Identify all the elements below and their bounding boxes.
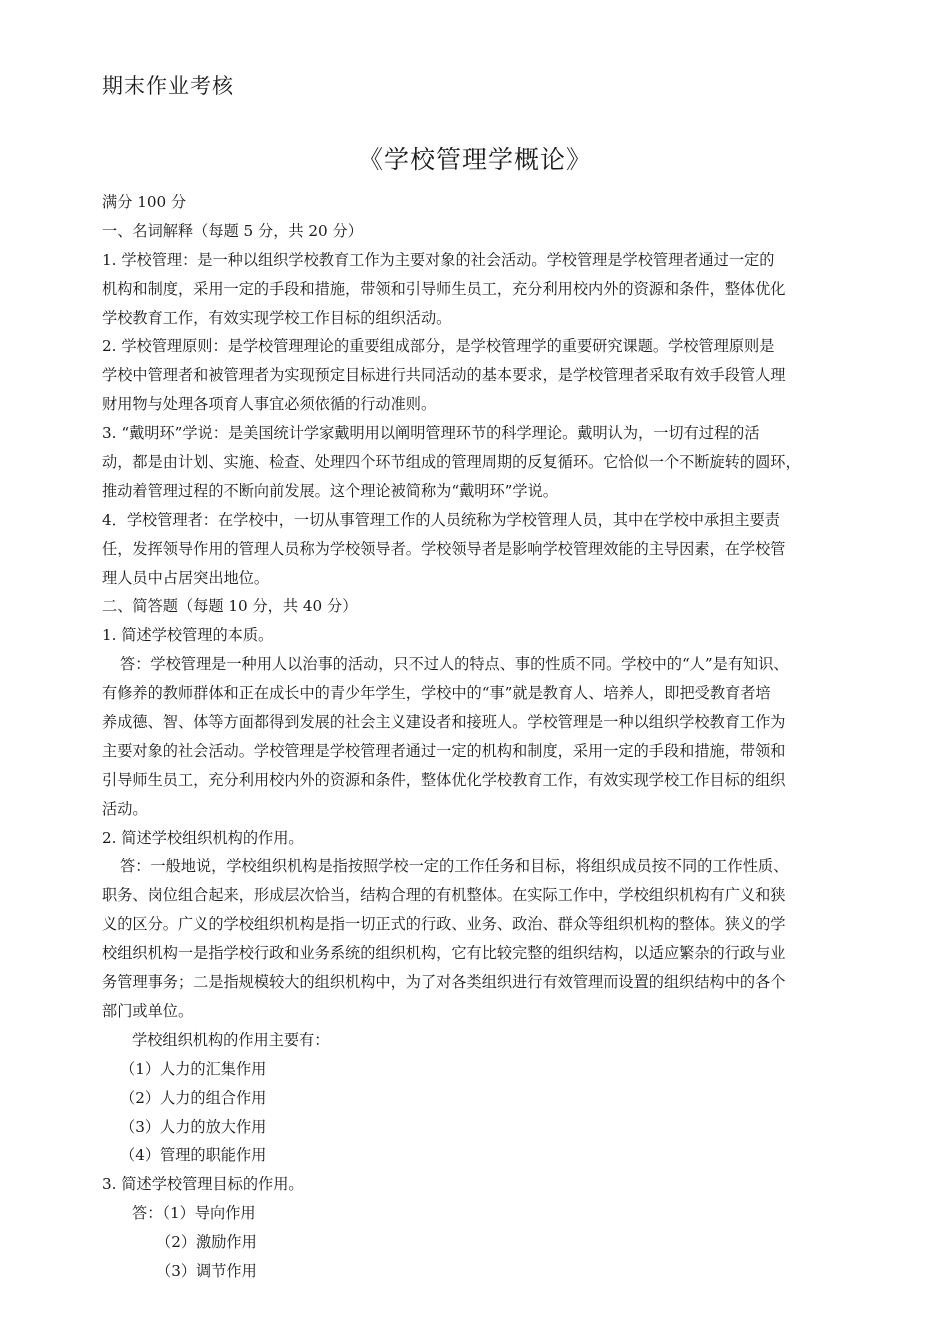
text-line: 答：学校管理是一种用人以治事的活动，只不过人的特点、事的性质不同。学校中的“人”是有知识、 — [120, 655, 789, 674]
text-line: 部门或单位。 — [102, 1001, 194, 1020]
text-line: 2. 学校管理原则：是学校管理理论的重要组成部分，是学校管理学的重要研究课题。学校管理原则是 — [102, 337, 775, 356]
text-line: 主要对象的社会活动。学校管理是学校管理者通过一定的机构和制度，采用一定的手段和措施，带领和 — [102, 741, 786, 760]
text-line: 1. 学校管理：是一种以组织学校教育工作为主要对象的社会活动。学校管理是学校管理者通过一定的 — [102, 250, 775, 269]
list-item: （2）激励作用 — [156, 1233, 257, 1252]
text-line: 答：一般地说，学校组织机构是指按照学校一定的工作任务和目标，将组织成员按不同的工作性质、 — [120, 857, 789, 876]
text-line: 动，都是由计划、实施、检查、处理四个环节组成的管理周期的反复循环。它恰似一个不断旋转的圆环， — [102, 453, 801, 472]
text-line: 机构和制度，采用一定的手段和措施，带领和引导师生员工，充分利用校内外的资源和条件，整体优化 — [102, 279, 786, 298]
text-line: 推动着管理过程的不断向前发展。这个理论被简称为“戴明环”学说。 — [102, 481, 558, 500]
full-score: 满分 100 分 — [102, 193, 187, 211]
question-1: 1. 简述学校管理的本质。 — [102, 626, 274, 645]
text-line: 理人员中占居突出地位。 — [102, 568, 270, 587]
text-line: 引导师生员工，充分利用校内外的资源和条件，整体优化学校教育工作，有效实现学校工作目标的组织 — [102, 770, 786, 789]
text-line: 养成德、智、体等方面都得到发展的社会主义建设者和接班人。学校管理是一种以组织学校教育工作为 — [102, 713, 786, 732]
question-3: 3. 简述学校管理目标的作用。 — [102, 1175, 304, 1194]
list-item: （3）人力的放大作用 — [120, 1117, 267, 1136]
list-item: （3）调节作用 — [156, 1261, 257, 1280]
document-title: 《学校管理学概论》 — [357, 145, 592, 174]
functions-intro: 学校组织机构的作用主要有： — [132, 1030, 330, 1049]
list-item: （2）人力的组合作用 — [120, 1088, 267, 1107]
text-line: 财用物与处理各项育人事宜必须依循的行动准则。 — [102, 395, 437, 414]
term-definition-2 — [102, 332, 850, 419]
text-line: 4．学校管理者：在学校中，一切从事管理工作的人员统称为学校管理人员，其中在学校中承担主要责 — [102, 510, 780, 529]
text-line: 校组织机构一是指学校行政和业务系统的组织机构，它有比较完整的组织结构，以适应繁杂的行政与业 — [102, 944, 786, 963]
text-line: 义的区分。广义的学校组织机构是指一切正式的行政、业务、政治、群众等组织机构的整体。狭义的学 — [102, 915, 786, 934]
text-line: 任，发挥领导作用的管理人员称为学校领导者。学校领导者是影响学校管理效能的主导因素，在学校管 — [102, 539, 786, 558]
text-line: 学校教育工作，有效实现学校工作目标的组织活动。 — [102, 308, 452, 327]
list-item: 答：（1）导向作用 — [132, 1204, 256, 1223]
text-line: 务管理事务；二是指规模较大的组织机构中，为了对各类组织进行有效管理而设置的组织结构中的各个 — [102, 973, 786, 992]
text-line: 活动。 — [102, 799, 148, 818]
section-heading-terms: 一、名词解释（每题 5 分，共 20 分） — [102, 221, 363, 240]
text-line: 有修养的教师群体和正在成长中的青少年学生，学校中的“事”就是教育人、培养人，即把受教育者培 — [102, 684, 771, 703]
answer-3 — [102, 1199, 850, 1286]
term-definition-4 — [102, 506, 850, 593]
text-line: 职务、岗位组合起来，形成层次恰当，结构合理的有机整体。在实际工作中，学校组织机构有广义和狭 — [102, 886, 786, 905]
text-line: 3. “戴明环”学说：是美国统计学家戴明用以阐明管理环节的科学理论。戴明认为，一切有过程的活 — [102, 424, 760, 443]
list-item: （1）人力的汇集作用 — [120, 1059, 267, 1078]
header-label: 期末作业考核 — [102, 74, 234, 98]
text-line: 学校中管理者和被管理者为实现预定目标进行共同活动的基本要求，是学校管理者采取有效手段管人理 — [102, 366, 786, 385]
term-definition-3 — [102, 419, 850, 506]
question-2: 2. 简述学校组织机构的作用。 — [102, 828, 304, 847]
list-item: （4）管理的职能作用 — [120, 1146, 267, 1165]
answer-1 — [102, 650, 850, 823]
answer-2 — [102, 852, 850, 1170]
document-body — [102, 188, 850, 1286]
term-definition-1 — [102, 246, 850, 333]
section-heading-short-answer: 二、简答题（每题 10 分，共 40 分） — [102, 597, 358, 616]
